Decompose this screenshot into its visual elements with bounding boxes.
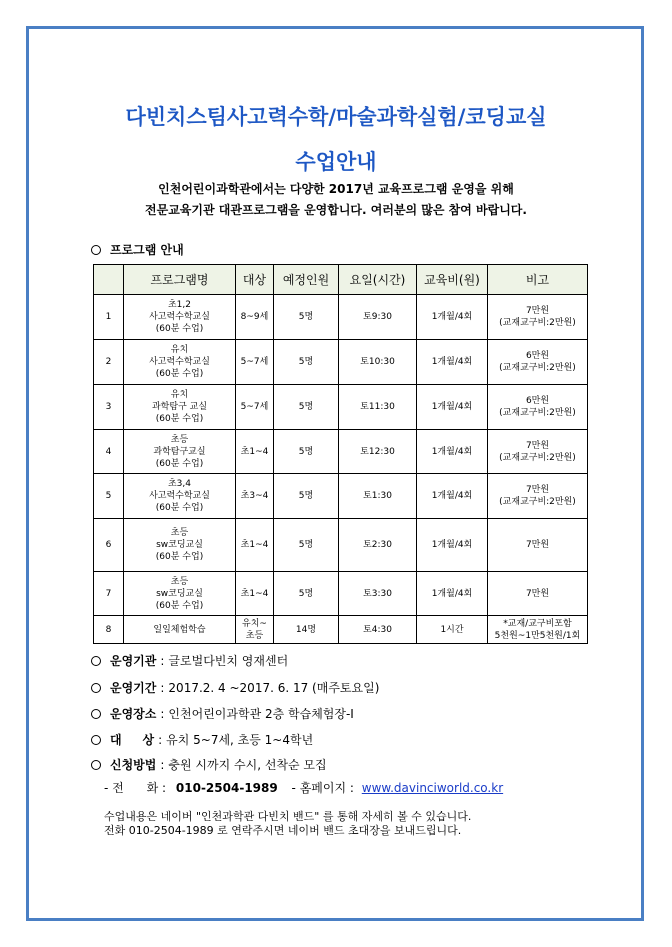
cell-note xyxy=(488,572,588,616)
program-section-label: 프로그램 안내 xyxy=(110,243,184,257)
cell-no: 1 xyxy=(94,295,124,340)
cell-note-line: 7만원 xyxy=(525,306,550,316)
cell-note-line: 6만원 xyxy=(525,396,550,406)
cell-no: 7 xyxy=(94,572,124,616)
circle-bullet-icon xyxy=(91,735,101,745)
circle-bullet-icon xyxy=(91,656,101,666)
cell-capacity: 14명 xyxy=(274,616,339,644)
cell-target xyxy=(236,616,274,644)
info-label: 운영장소 xyxy=(110,707,157,721)
header-cell-fee: 교육비(원) xyxy=(417,265,488,295)
info-colon: : xyxy=(158,733,163,747)
intro-line-1: 인천어린이과학관에서는 다양한 2017년 교육프로그램 운영을 위해 xyxy=(158,182,514,196)
cell-target-line: 5~7세 xyxy=(240,357,269,367)
cell-program-line: 초등 xyxy=(170,434,189,445)
cell-program-line: 사고력수학교실 xyxy=(149,491,210,501)
cell-note-line: 6만원 xyxy=(525,351,550,361)
info-item xyxy=(91,652,288,669)
cell-program-line: 일일체험학습 xyxy=(153,624,206,635)
cell-note xyxy=(488,519,588,572)
cell-note-line: 7만원 xyxy=(525,588,550,599)
cell-schedule: 토9:30 xyxy=(339,295,417,340)
cell-fee: 1개월/4회 xyxy=(417,385,488,430)
header-cell-program: 프로그램명 xyxy=(124,265,236,295)
cell-capacity: 5명 xyxy=(274,474,339,519)
cell-target xyxy=(236,430,274,474)
cell-program-line: sw코딩교실 xyxy=(156,540,203,550)
program-table xyxy=(93,264,588,644)
table-row xyxy=(94,295,588,340)
info-value: 글로벌다빈치 영재센터 xyxy=(168,654,289,668)
info-label: 운영기관 xyxy=(110,654,157,668)
cell-note xyxy=(488,385,588,430)
header-cell-capacity: 예정인원 xyxy=(274,265,339,295)
cell-program xyxy=(124,616,236,644)
cell-no: 6 xyxy=(94,519,124,572)
info-value: 유치 5~7세, 초등 1~4학년 xyxy=(166,733,314,747)
circle-bullet-icon xyxy=(91,709,101,719)
cell-program-line: sw코딩교실 xyxy=(156,588,203,599)
cell-target-line: 유치~ xyxy=(242,618,267,629)
cell-note-line: 7만원 xyxy=(525,440,550,451)
info-colon: : xyxy=(160,654,165,668)
cell-program-line: 초3,4 xyxy=(167,479,191,489)
cell-program-line: 유치 xyxy=(170,345,189,355)
cell-capacity: 5명 xyxy=(274,295,339,340)
cell-capacity: 5명 xyxy=(274,430,339,474)
cell-program-line: (60분 수업) xyxy=(155,600,204,611)
cell-capacity: 5명 xyxy=(274,385,339,430)
table-row xyxy=(94,616,588,644)
cell-fee: 1개월/4회 xyxy=(417,430,488,474)
info-value: 인천어린이과학관 2층 학습체험장-Ⅰ xyxy=(168,707,354,721)
cell-program-line: 유치 xyxy=(170,390,189,400)
cell-no: 5 xyxy=(94,474,124,519)
cell-program-line: 과학탐구교실 xyxy=(153,446,206,457)
cell-target-line: 초1~4 xyxy=(240,588,269,599)
cell-no: 3 xyxy=(94,385,124,430)
cell-target-line: 초등 xyxy=(245,630,264,641)
cell-program-line: (60분 수업) xyxy=(155,324,204,334)
cell-program xyxy=(124,340,236,385)
cell-note xyxy=(488,295,588,340)
cell-program-line: (60분 수업) xyxy=(155,552,204,562)
cell-target xyxy=(236,385,274,430)
cell-program-line: (60분 수업) xyxy=(155,414,204,424)
cell-note xyxy=(488,430,588,474)
info-value: 충원 시까지 수시, 선착순 모집 xyxy=(168,758,327,772)
intro-line-2: 전문교육기관 대관프로그램을 운영합니다. 여러분의 많은 참여 바랍니다. xyxy=(145,203,527,217)
cell-schedule: 토4:30 xyxy=(339,616,417,644)
cell-note-line: 7만원 xyxy=(525,540,550,550)
table-row xyxy=(94,474,588,519)
table-row xyxy=(94,430,588,474)
info-colon: : xyxy=(160,681,165,695)
table-row xyxy=(94,385,588,430)
table-row xyxy=(94,572,588,616)
cell-program xyxy=(124,430,236,474)
cell-target xyxy=(236,295,274,340)
info-item xyxy=(91,705,354,722)
cell-note-line: (교재교구비:2만원) xyxy=(499,363,576,373)
info-label: 신청방법 xyxy=(110,758,157,772)
cell-note-line: 7만원 xyxy=(525,485,550,495)
cell-program-line: 초1,2 xyxy=(167,300,191,310)
page-subtitle: 수업안내 xyxy=(295,150,377,174)
cell-note xyxy=(488,474,588,519)
cell-capacity: 5명 xyxy=(274,572,339,616)
cell-schedule: 토11:30 xyxy=(339,385,417,430)
table-row xyxy=(94,340,588,385)
info-item xyxy=(91,756,327,773)
cell-fee: 1개월/4회 xyxy=(417,295,488,340)
cell-program-line: 초등 xyxy=(170,576,189,587)
cell-capacity: 5명 xyxy=(274,340,339,385)
phone-label: - 전 화 : xyxy=(104,781,167,795)
contact-line xyxy=(104,779,503,796)
header-cell-no xyxy=(94,265,124,295)
cell-note-line: (교재교구비:2만원) xyxy=(499,318,576,328)
header-cell-target: 대상 xyxy=(236,265,274,295)
cell-target-line: 5~7세 xyxy=(240,402,269,412)
cell-note-line: 5천원~1만5천원/1회 xyxy=(494,630,581,641)
info-label: 대 상 xyxy=(110,733,155,747)
circle-bullet-icon xyxy=(91,760,101,770)
cell-fee: 1개월/4회 xyxy=(417,340,488,385)
cell-program-line: (60분 수업) xyxy=(155,458,204,469)
homepage-link[interactable]: www.davinciworld.co.kr xyxy=(361,781,504,795)
cell-note xyxy=(488,616,588,644)
cell-schedule: 토3:30 xyxy=(339,572,417,616)
info-value: 2017.2. 4 ~2017. 6. 17 (매주토요일) xyxy=(168,681,380,695)
cell-target xyxy=(236,340,274,385)
cell-no: 4 xyxy=(94,430,124,474)
circle-bullet-icon xyxy=(91,245,101,255)
cell-program xyxy=(124,385,236,430)
cell-program-line: 과학탐구 교실 xyxy=(151,402,208,412)
notice-line-2: 전화 010-2504-1989 로 연락주시면 네이버 밴드 초대장을 보내드립니다. xyxy=(104,824,462,837)
phone-number: 010-2504-1989 xyxy=(175,781,278,795)
cell-note-line: (교재교구비:2만원) xyxy=(499,408,576,418)
cell-target-line: 초1~4 xyxy=(240,540,269,550)
cell-schedule: 토12:30 xyxy=(339,430,417,474)
cell-note-line: *교재/교구비포함 xyxy=(503,618,572,629)
cell-note xyxy=(488,340,588,385)
cell-capacity: 5명 xyxy=(274,519,339,572)
info-colon: : xyxy=(160,707,165,721)
cell-program xyxy=(124,295,236,340)
table-row xyxy=(94,519,588,572)
cell-schedule: 토10:30 xyxy=(339,340,417,385)
cell-program xyxy=(124,572,236,616)
cell-note-line: (교재교구비:2만원) xyxy=(499,497,576,507)
program-section-heading xyxy=(91,241,184,258)
cell-no: 2 xyxy=(94,340,124,385)
cell-fee: 1개월/4회 xyxy=(417,474,488,519)
cell-schedule: 토1:30 xyxy=(339,474,417,519)
cell-target xyxy=(236,519,274,572)
homepage-label: - 홈페이지 : xyxy=(291,781,354,795)
info-colon: : xyxy=(160,758,165,772)
notice-line-1: 수업내용은 네이버 "인천과학관 다빈치 밴드" 를 통해 자세히 볼 수 있습니다. xyxy=(104,810,472,823)
cell-fee: 1시간 xyxy=(417,616,488,644)
cell-program xyxy=(124,474,236,519)
cell-program-line: 사고력수학교실 xyxy=(149,357,210,367)
cell-fee: 1개월/4회 xyxy=(417,572,488,616)
header-cell-note: 비고 xyxy=(488,265,588,295)
header-cell-schedule: 요일(시간) xyxy=(339,265,417,295)
circle-bullet-icon xyxy=(91,683,101,693)
page-title: 다빈치스팀사고력수학/마술과학실험/코딩교실 xyxy=(125,105,547,129)
cell-program-line: 사고력수학교실 xyxy=(149,312,210,322)
cell-note-line: (교재교구비:2만원) xyxy=(499,452,576,463)
cell-target-line: 초3~4 xyxy=(240,491,269,501)
info-item xyxy=(91,731,313,748)
cell-target xyxy=(236,474,274,519)
info-item xyxy=(91,679,379,696)
cell-program-line: (60분 수업) xyxy=(155,369,204,379)
cell-target xyxy=(236,572,274,616)
cell-program-line: (60분 수업) xyxy=(155,503,204,513)
cell-no: 8 xyxy=(94,616,124,644)
cell-target-line: 초1~4 xyxy=(240,446,269,457)
cell-program-line: 초등 xyxy=(170,528,189,538)
info-label: 운영기간 xyxy=(110,681,157,695)
cell-program xyxy=(124,519,236,572)
cell-schedule: 토2:30 xyxy=(339,519,417,572)
cell-fee: 1개월/4회 xyxy=(417,519,488,572)
table-header-row xyxy=(94,265,588,295)
cell-target-line: 8~9세 xyxy=(240,312,269,322)
